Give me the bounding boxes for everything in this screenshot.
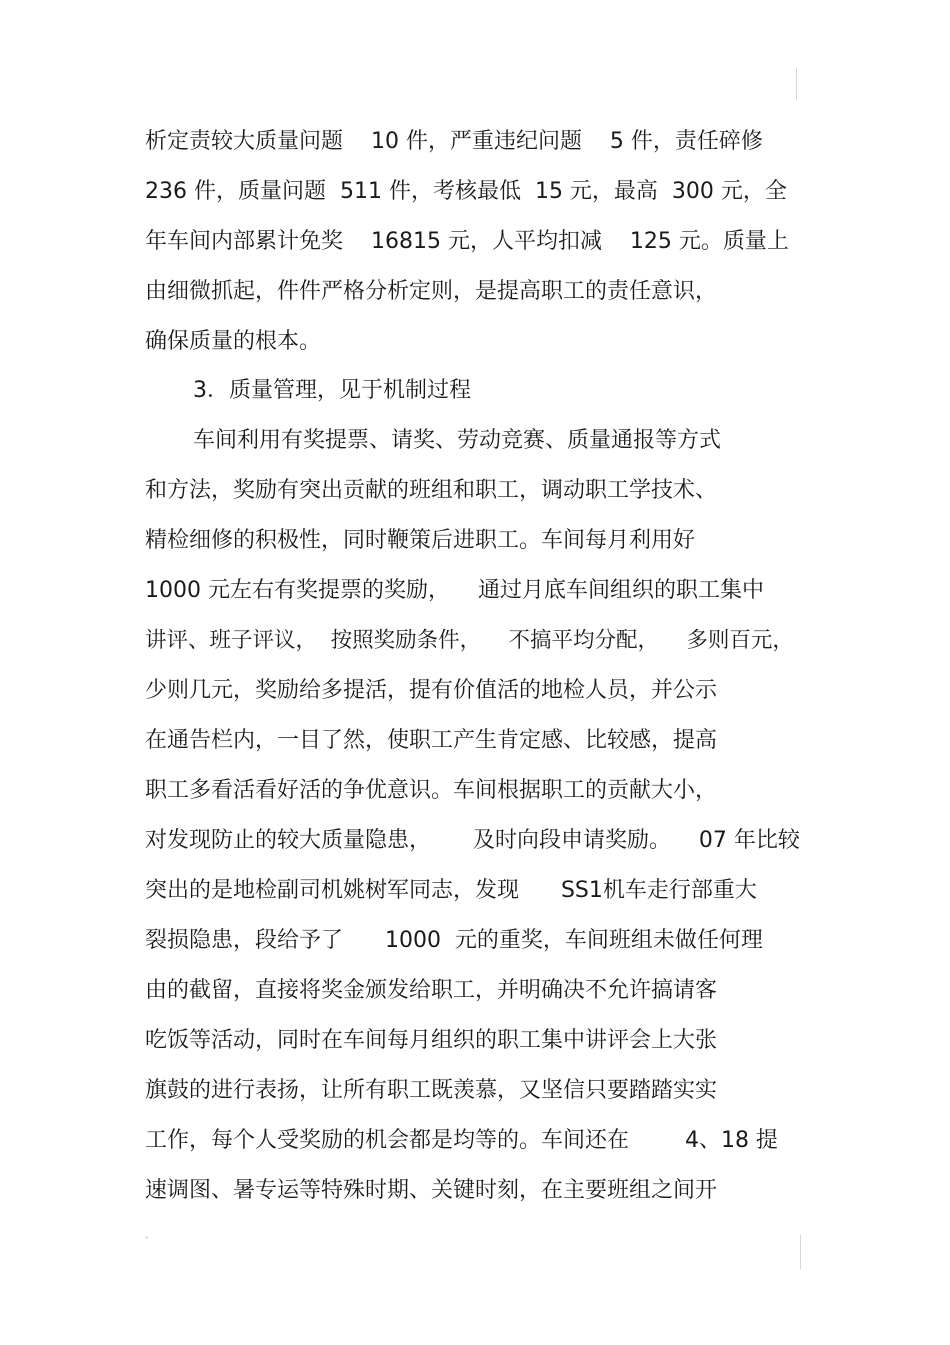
text-line-20: 旗鼓的进行表扬，让所有职工既羡慕，又坚信只要踏踏实实 <box>145 1078 718 1103</box>
page-corner-mark <box>145 1236 148 1239</box>
text-line-17: 裂损隐患，段给予了 1000 元的重奖，车间班组未做任何理 <box>145 928 763 953</box>
text-line-2: 236 件，质量问题 511 件，考核最低 15 元，最高 300 元，全 <box>145 179 787 204</box>
text-line-22: 速调图、暑专运等特殊时期、关键时刻，在主要班组之间开 <box>145 1178 718 1203</box>
paragraph-first-line: 车间利用有奖提票、请奖、劳动竞赛、质量通报等方式 <box>193 428 722 453</box>
text-line-16: 突出的是地检副司机姚树军同志，发现 SS1机车走行部重大 <box>145 878 757 903</box>
text-line-5: 确保质量的根本。 <box>145 329 322 354</box>
text-line-10: 1000 元左右有奖提票的奖励， 通过月底车间组织的职工集中 <box>145 578 764 603</box>
text-line-8: 和方法，奖励有突出贡献的班组和职工，调动职工学技术、 <box>145 478 718 503</box>
text-line-15: 对发现防止的较大质量隐患， 及时向段申请奖励。 07 年比较 <box>145 828 800 853</box>
text-line-9: 精检细修的积极性，同时鞭策后进职工。车间每月利用好 <box>145 528 696 553</box>
text-line-13: 在通告栏内，一目了然，使职工产生肯定感、比较感，提高 <box>145 728 718 753</box>
text-line-12: 少则几元，奖励给多提活，提有价值活的地检人员，并公示 <box>145 678 718 703</box>
text-line-19: 吃饭等活动，同时在车间每月组织的职工集中讲评会上大张 <box>145 1028 718 1053</box>
text-line-3: 年车间内部累计免奖 16815 元，人平均扣减 125 元。质量上 <box>145 229 789 254</box>
text-line-21: 工作，每个人受奖励的机会都是均等的。车间还在 4、18 提 <box>145 1128 778 1153</box>
page-edge-mark-bottom <box>800 1235 801 1269</box>
section-heading: 3．质量管理，见于机制过程 <box>193 378 471 403</box>
text-line-18: 由的截留，直接将奖金颁发给职工，并明确决不允许搞请客 <box>145 978 718 1003</box>
page-edge-mark-top <box>796 68 797 100</box>
text-line-14: 职工多看活看好活的争优意识。车间根据职工的贡献大小， <box>145 778 718 803</box>
text-line-1: 析定责较大质量问题 10 件，严重违纪问题 5 件，责任碎修 <box>145 129 763 154</box>
text-line-11: 讲评、班子评议， 按照奖励条件， 不搞平均分配， 多则百元， <box>145 628 794 653</box>
text-line-4: 由细微抓起，件件严格分析定则，是提高职工的责任意识， <box>145 279 718 304</box>
